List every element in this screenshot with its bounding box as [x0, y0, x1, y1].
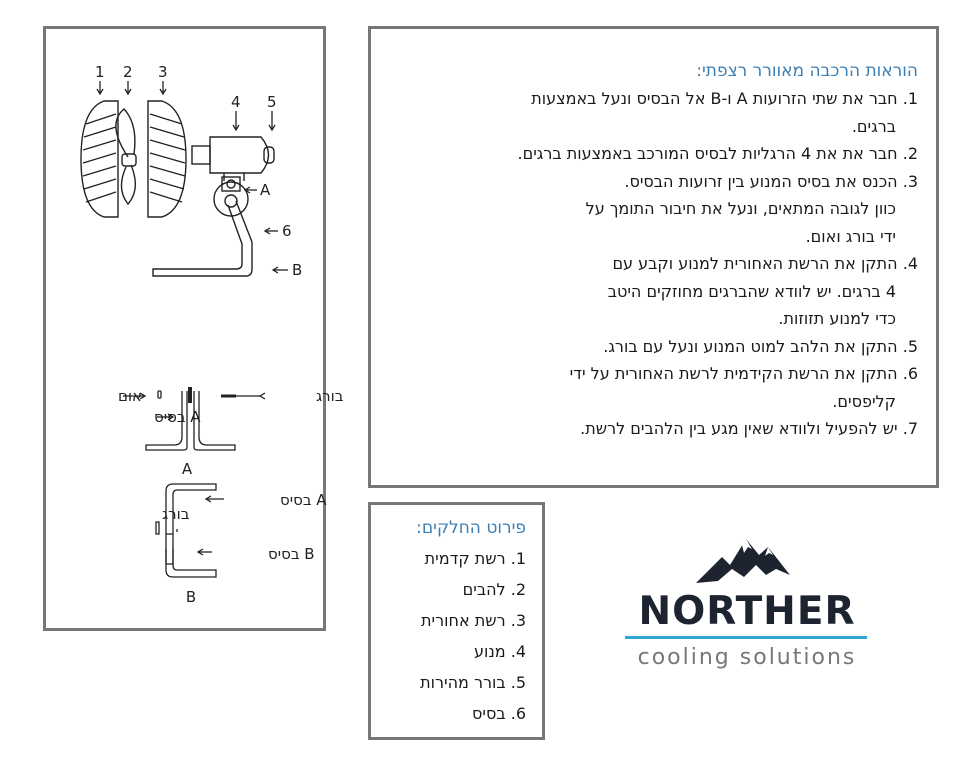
detail-b-caption: B: [185, 588, 197, 606]
step-text: יש להפעיל ולוודא שאין מגע בין הלהבים לרשת.: [580, 419, 898, 438]
instruction-step-1: [398, 85, 918, 140]
part-number-5: 5: [267, 93, 277, 111]
instruction-step-6: [398, 360, 918, 415]
step-text: התקן את הרשת הקידמית לרשת האחורית על ידי: [569, 364, 898, 383]
step-text-cont: ברגים.: [851, 116, 896, 136]
parts-list: [368, 502, 545, 740]
step-number: 3.: [902, 171, 918, 191]
base-a-label: A בסיס: [154, 408, 201, 426]
part-item: 4. מנוע: [473, 642, 526, 661]
part-number-4: 4: [231, 93, 241, 111]
instruction-step-5: [398, 333, 918, 361]
norther-logo: [618, 535, 878, 695]
base-b-label: B בסיס: [268, 545, 315, 563]
part-item: 1. רשת קדמית: [424, 549, 526, 568]
step-number: 5.: [902, 336, 918, 356]
parts-title: פירוט החלקים:: [416, 518, 526, 538]
front-grille: [81, 101, 118, 217]
step-text-cont: ידי בורג ואום.: [805, 226, 896, 246]
part-item: 3. רשת אחורית: [421, 611, 526, 630]
part-number-3: 3: [158, 63, 168, 81]
fan-exploded-diagram: [46, 29, 344, 634]
step-number: 2.: [902, 144, 918, 163]
screw-label-2: בורג: [162, 505, 190, 523]
step-text: הכנס את בסיס המנוע בין זרועות הבסיס.: [624, 171, 898, 191]
step-text: חבר את את 4 הרגליות לבסיס המורכב באמצעות ברגים.: [517, 144, 898, 163]
step-text-cont: כדי למנוע תזוזות.: [778, 309, 896, 328]
instruction-step-4: [398, 250, 918, 333]
step-text: חבר את שתי הזרועות A ו-B אל הבסיס ונעל באמצעות: [531, 89, 898, 108]
motor: [192, 137, 274, 181]
step-number: 4.: [902, 254, 918, 273]
instruction-step-2: [398, 140, 918, 168]
step-text-cont: קליפסים.: [832, 391, 896, 411]
mountain-icon: [618, 535, 878, 595]
part-item: 6. בסיס: [472, 704, 526, 723]
step-text: התקן את הרשת האחורית למנוע וקבע עם: [612, 254, 898, 273]
step-text-cont: כוון לגובה המתאים, ונעל את חיבור התומך על: [585, 199, 896, 218]
instruction-step-7: [398, 415, 918, 443]
brand-divider: [625, 636, 867, 639]
assembly-diagram: [43, 26, 344, 631]
step-text-cont: 4 ברגים. יש לוודא שהברגים מחוזקים היטב: [607, 281, 896, 301]
part-number-6: 6: [282, 222, 292, 240]
detail-a-caption: A: [181, 460, 193, 478]
diagram-label-b: B: [292, 261, 303, 279]
assembly-instructions: [368, 26, 939, 488]
brand-name: NORTHER: [638, 589, 856, 634]
diagram-label-a: A: [260, 181, 271, 199]
instructions-title: הוראות הרכבה מאוורר רצפתי:: [696, 61, 918, 81]
blade: [116, 109, 136, 204]
step-text: התקן את הלהב למוט המנוע ונעל עם בורג.: [603, 336, 898, 356]
part-number-2: 2: [123, 63, 133, 81]
part-number-1: 1: [95, 63, 105, 81]
instruction-step-3: [398, 168, 918, 251]
step-number: 1.: [902, 89, 918, 108]
part-item: 2. להבים: [462, 580, 526, 599]
step-number: 7.: [902, 419, 918, 438]
nut-label: אום: [118, 387, 143, 405]
step-number: 6.: [902, 364, 918, 383]
screw-label: בורג: [316, 387, 344, 405]
base-arm: [153, 177, 252, 276]
part-item: 5. בורר מהירות: [420, 673, 526, 692]
brand-tagline: cooling solutions: [637, 645, 857, 670]
base-a-label-2: A בסיס: [280, 491, 327, 509]
back-grille: [148, 101, 186, 217]
